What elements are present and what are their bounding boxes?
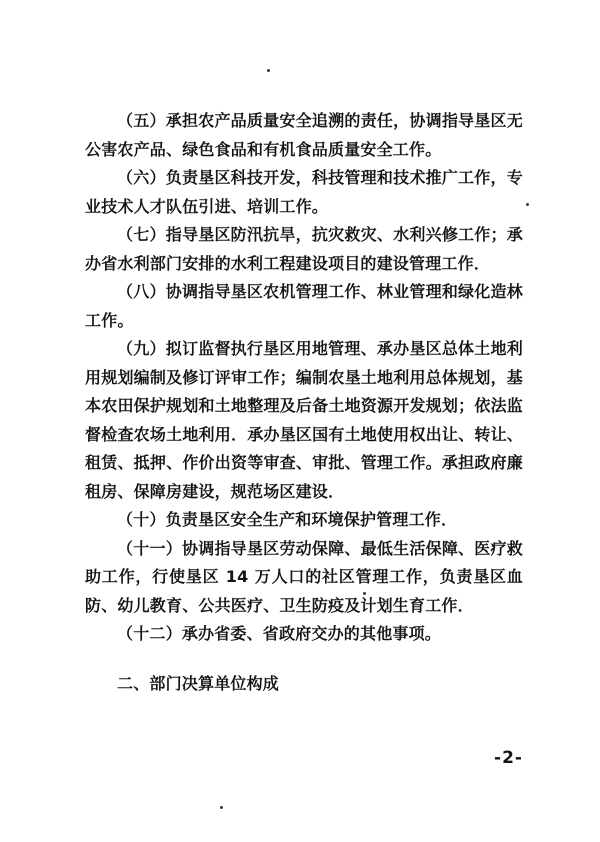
duty-item-10: （十）负责垦区安全生产和环境保护管理工作． (117, 510, 458, 529)
scan-speck (363, 592, 366, 595)
scan-speck (220, 806, 223, 809)
duty-item-9: （九）拟订监督执行垦区用地管理、承办垦区总体土地利用规划编制及修订评审工作；编制农垦土地利用总体规划，基本农田保护规划和土地整理及后备土地资源开发规划；依法监督检查农场土地利用．承办垦区国有土地使用权出让、转让、租赁、抵押、作价出资等审查、审批、管理工作。承担政府廉租房、保障房建设，规范场区建设． (85, 339, 523, 501)
section-heading: 二、部门决算单位构成 (117, 673, 280, 693)
duty-item-5: （五）承担农产品质量安全追溯的责任，协调指导垦区无公害农产品、绿色食品和有机食品质量安全工作。 (85, 111, 523, 159)
scan-speck (267, 69, 270, 72)
duty-item-6: （六）负责垦区科技开发，科技管理和技术推广工作，专业技术人才队伍引进、培训工作。 (85, 168, 523, 216)
duty-item-12: （十二）承办省委、省政府交办的其他事项。 (117, 624, 442, 643)
scan-speck (526, 203, 529, 206)
document-body (85, 107, 523, 698)
duty-item-11: （十一）协调指导垦区劳动保障、最低生活保障、医疗救助工作，行使垦区 14 万人口的社区管理工作，负责垦区血防、幼儿教育、公共医疗、卫生防疫及计划生育工作． (85, 538, 523, 615)
duty-item-8: （八）协调指导垦区农机管理工作、林业管理和绿化造林工作。 (85, 282, 523, 330)
duty-item-7: （七）指导垦区防汛抗旱，抗灾救灾、水利兴修工作；承办省水利部门安排的水利工程建设项目的建设管理工作． (85, 225, 523, 273)
page-number: -2- (494, 748, 523, 768)
